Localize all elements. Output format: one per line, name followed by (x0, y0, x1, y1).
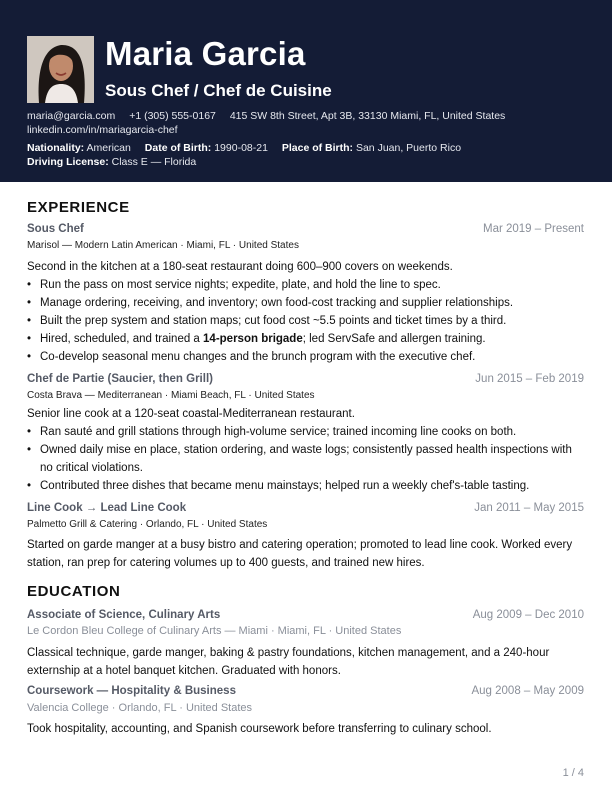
degree-title: Coursework — Hospitality & Business (27, 685, 236, 697)
personal-info (27, 141, 472, 155)
dob-label: Date of Birth: (144, 142, 212, 154)
address: 415 SW 8th Street, Apt 3B, 33130 Miami, FL, United States (229, 110, 506, 122)
school-meta: Le Cordon Bleu College of Culinary Arts — Miami · Miami, FL · United States (27, 625, 402, 637)
pob-value: San Juan, Puerto Rico (355, 142, 462, 154)
license-label: Driving License: (27, 156, 109, 168)
bullet: • Co-develop seasonal menu changes and the brunch program with the executive chef. (27, 348, 587, 366)
phone-number: +1 (305) 555-0167 (129, 110, 216, 122)
job-bullets (27, 276, 587, 366)
education-dates: Aug 2008 – May 2009 (471, 685, 584, 697)
job-summary: Second in the kitchen at a 180-seat restaurant doing 600–900 covers on weekends. (27, 261, 453, 273)
education-heading: EDUCATION (27, 583, 121, 600)
job-summary: Started on garde manger at a busy bistro and catering operation; promoted to lead line cook. Worked every station, ran prep for catering volumes up to 400 guests, and trained new hires. (27, 539, 573, 569)
bullet-emphasis: 14-person brigade (203, 333, 303, 345)
page-number: 1 / 4 (562, 767, 584, 779)
job-title: Sous Chef (27, 223, 84, 235)
job-meta: Palmetto Grill & Catering · Orlando, FL · United States (27, 519, 268, 530)
job-dates: Jan 2011 – May 2015 (474, 502, 584, 514)
license-value: Class E — Florida (111, 156, 197, 168)
school-meta: Valencia College · Orlando, FL · United States (27, 702, 253, 714)
bullet: • Ran sauté and grill stations through high-volume service; trained incoming line cooks on both. (27, 423, 587, 441)
degree-title: Associate of Science, Culinary Arts (27, 609, 221, 621)
candidate-title: Sous Chef / Chef de Cuisine (105, 81, 332, 100)
dob-value: 1990-08-21 (214, 142, 268, 154)
bullet (27, 330, 587, 348)
job-meta: Costa Brava — Mediterranean · Miami Beach, FL · United States (27, 390, 315, 401)
email-link[interactable]: maria@garcia.com (27, 110, 116, 122)
bullet-text: ; led ServSafe and allergen training. (302, 333, 486, 345)
job-meta: Marisol — Modern Latin American · Miami, FL · United States (27, 240, 299, 251)
bullet-text: Hired, scheduled, and trained a (40, 333, 204, 345)
education-summary: Took hospitality, accounting, and Spanish coursework before transferring to culinary school. (27, 723, 492, 735)
license-info (27, 155, 196, 169)
bullet: • Run the pass on most service nights; expedite, plate, and hold the line to spec. (27, 276, 587, 294)
resume-header (0, 0, 612, 182)
pob-label: Place of Birth: (281, 142, 354, 154)
job-dates: Jun 2015 – Feb 2019 (475, 373, 584, 385)
education-summary: Classical technique, garde manger, baking & pastry foundations, kitchen management, and a 240-hour externship at a hotel banquet kitchen. Graduated with honors. (27, 647, 550, 677)
experience-heading: EXPERIENCE (27, 199, 130, 216)
bullet: • Owned daily mise en place, station ordering, and waste logs; consistently passed health inspections with no critical violations. (27, 441, 587, 477)
bullet: • Contributed three dishes that became menu mainstays; helped run a weekly chef's-table tasting. (27, 477, 587, 495)
contact-line (27, 109, 516, 123)
job-title: Line Cook → Lead Line Cook (27, 502, 187, 514)
job-summary: Senior line cook at a 120-seat coastal-Mediterranean restaurant. (27, 408, 355, 420)
candidate-name: Maria Garcia (105, 35, 306, 72)
job-title: Chef de Partie (Saucier, then Grill) (27, 373, 213, 385)
bullet: • Built the prep system and station maps; cut food cost ~5.5 points and ticket times by a third. (27, 312, 587, 330)
nationality-value: American (86, 142, 131, 154)
linkedin-link[interactable]: linkedin.com/in/mariagarcia-chef (27, 124, 178, 136)
nationality-label: Nationality: (27, 142, 85, 154)
education-dates: Aug 2009 – Dec 2010 (472, 609, 584, 621)
job-bullets (27, 423, 587, 495)
bullet: • Manage ordering, receiving, and inventory; own food-cost tracking and supplier relationships. (27, 294, 587, 312)
job-dates: Mar 2019 – Present (482, 223, 584, 235)
profile-photo (27, 36, 94, 103)
